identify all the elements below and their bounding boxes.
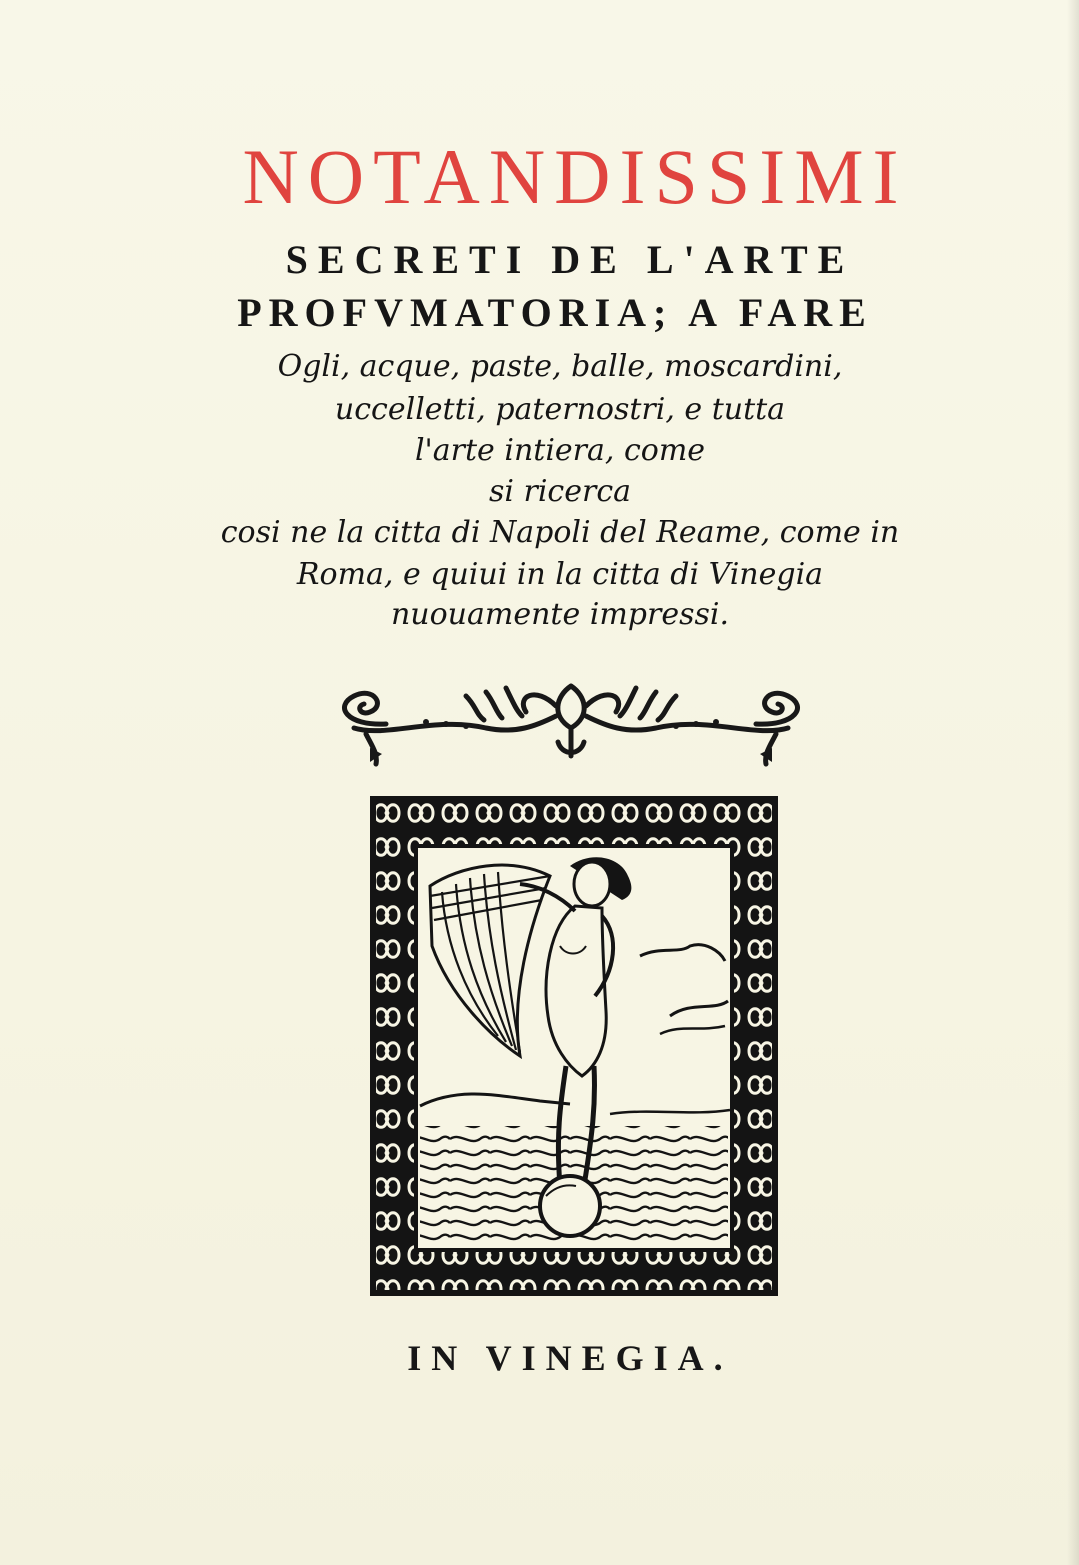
italic-line-5: cosi ne la citta di Napoli del Reame, come in bbox=[220, 515, 900, 550]
italic-line-2: uccelletti, paternostri, e tutta bbox=[334, 392, 786, 427]
scroll-ornament-icon bbox=[326, 676, 816, 768]
subtitle-line-1: SECRETI DE L'ARTE bbox=[285, 237, 855, 282]
italic-line-1: Ogli, acque, paste, balle, moscardini, bbox=[277, 349, 843, 384]
italic-line-3: l'arte intiera, come bbox=[414, 433, 706, 468]
subtitle-line-2: PROFVMATORIA; A FARE bbox=[237, 290, 873, 335]
italic-line-6: Roma, e quiui in la citta di Vinegia bbox=[296, 557, 824, 592]
woodcut-illustration bbox=[370, 796, 778, 1296]
italic-line-4: si ricerca bbox=[488, 474, 632, 509]
italic-line-7: nuouamente impressi. bbox=[390, 597, 730, 632]
imprint-place: IN VINEGIA. bbox=[407, 1338, 733, 1378]
page-edge-shadow bbox=[1067, 0, 1079, 1565]
book-title: NOTANDISSIMI bbox=[242, 133, 908, 220]
